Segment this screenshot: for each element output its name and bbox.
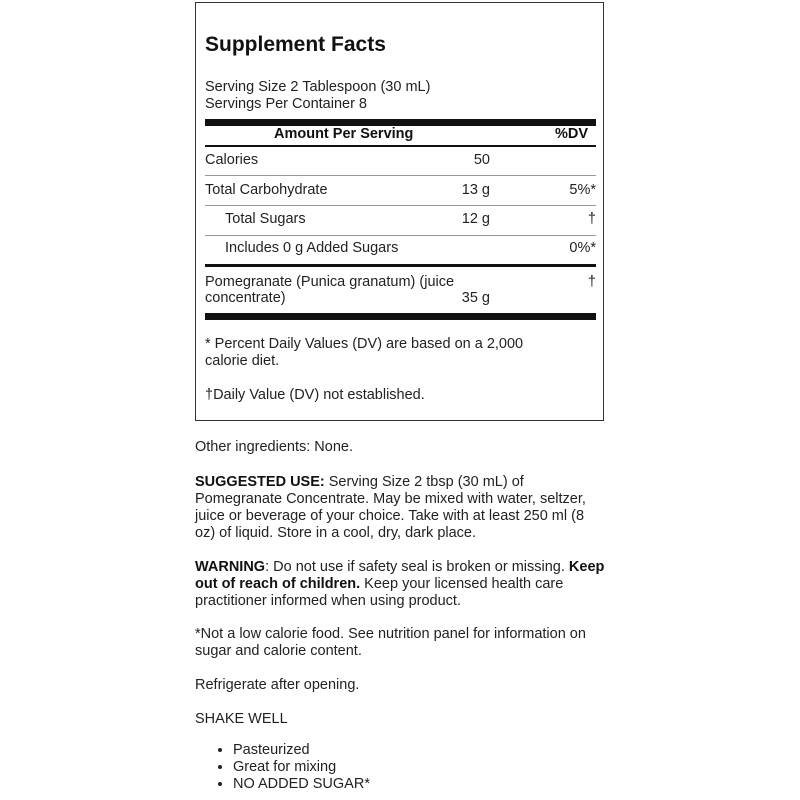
row-amount: 50 bbox=[473, 152, 490, 168]
servings-per-container: Servings Per Container 8 bbox=[205, 96, 367, 112]
refrigerate-note: Refrigerate after opening. bbox=[195, 677, 360, 693]
row-name: Total Sugars bbox=[225, 211, 306, 227]
row-name: Total Carbohydrate bbox=[205, 182, 328, 198]
suggested-use-text: Serving Size 2 tbsp (30 mL) of Pomegranate Concentrate. May be mixed with water, seltzer, juice or beverage of your choice. Take with at least 250 ml (8 oz) of liquid. Store in a cool, dry, dark place. bbox=[195, 474, 586, 541]
row-dv: 0%* bbox=[569, 240, 596, 256]
panel-title: Supplement Facts bbox=[205, 33, 386, 56]
warning bbox=[195, 559, 605, 610]
warning-text-2: Keep your licensed health care practitioner informed when using product. bbox=[195, 576, 564, 609]
row-name: Pomegranate (Punica granatum) (juice bbox=[205, 274, 455, 290]
warning-text: : Do not use if safety seal is broken or missing. bbox=[265, 559, 569, 575]
list-item: • NO ADDED SUGAR* bbox=[233, 776, 605, 793]
row-amount: 12 g bbox=[461, 211, 490, 227]
feature-list bbox=[195, 742, 605, 793]
divider-thick bbox=[205, 119, 596, 126]
divider bbox=[205, 235, 596, 236]
row-dv: 5%* bbox=[569, 182, 596, 198]
calorie-note: *Not a low calorie food. See nutrition panel for information on sugar and calorie content. bbox=[195, 626, 586, 659]
list-item: • Pasteurized bbox=[233, 742, 605, 759]
suggested-use-label: SUGGESTED USE: bbox=[195, 474, 325, 490]
row-dv: † bbox=[587, 211, 596, 227]
row-name: Calories bbox=[205, 152, 259, 168]
footnote-dv: calorie diet. bbox=[205, 353, 280, 369]
suggested-use bbox=[195, 474, 605, 542]
row-amount: 13 g bbox=[461, 182, 490, 198]
divider bbox=[205, 264, 596, 267]
footnote-dv: * Percent Daily Values (DV) are based on a 2,000 bbox=[205, 336, 524, 352]
row-dv: † bbox=[587, 274, 596, 290]
header-dv: %DV bbox=[555, 126, 589, 142]
row-amount: 35 g bbox=[461, 290, 490, 306]
footnote-dagger: †Daily Value (DV) not established. bbox=[205, 387, 425, 403]
divider bbox=[205, 205, 596, 206]
serving-size: Serving Size 2 Tablespoon (30 mL) bbox=[205, 79, 431, 95]
warning-label: WARNING bbox=[195, 559, 266, 575]
divider bbox=[205, 145, 596, 147]
other-ingredients: Other ingredients: None. bbox=[195, 439, 353, 455]
divider-thick bbox=[205, 313, 596, 320]
row-name: concentrate) bbox=[205, 290, 286, 306]
warning-children: Keep out of reach of children. bbox=[195, 559, 605, 592]
shake-well: SHAKE WELL bbox=[195, 711, 288, 727]
divider bbox=[205, 175, 596, 176]
list-item: • Great for mixing bbox=[233, 759, 605, 776]
header-amount: Amount Per Serving bbox=[274, 126, 414, 142]
row-name: Includes 0 g Added Sugars bbox=[225, 240, 399, 256]
